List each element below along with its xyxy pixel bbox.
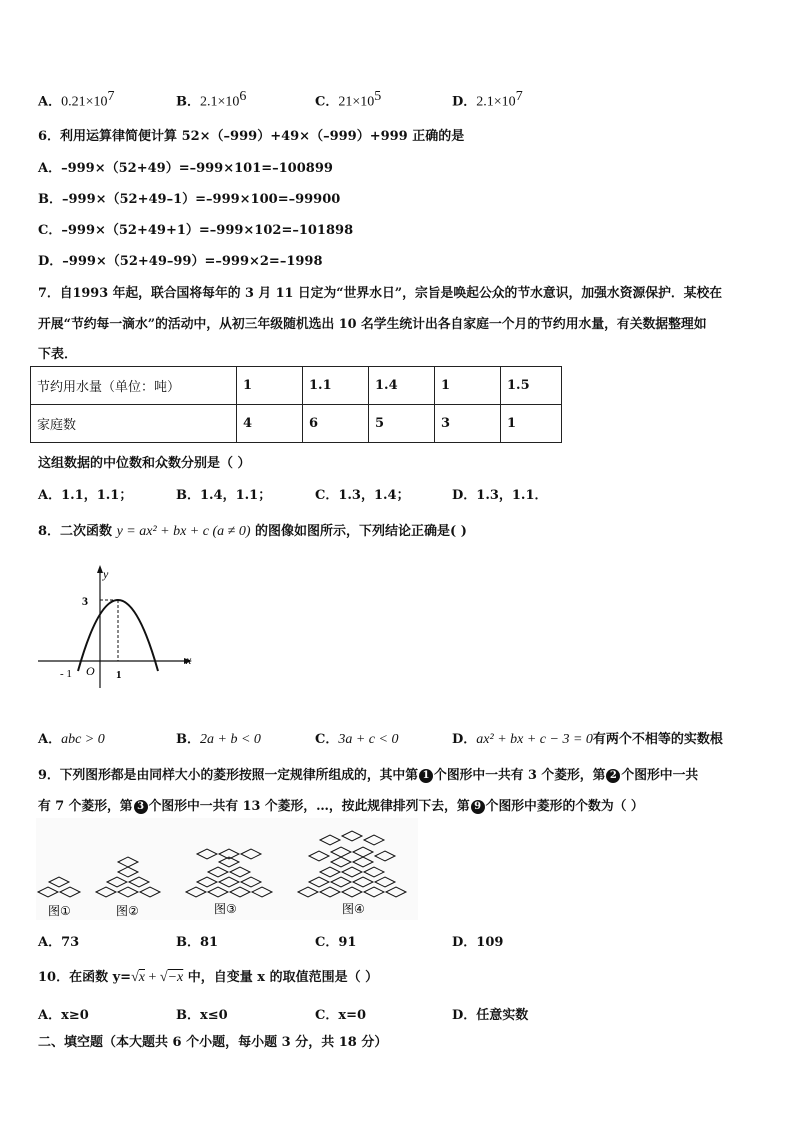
q7-stem-line2: 开展“节约每一滴水”的活动中，从初三年级随机选出 10 名学生统计出各自家庭一个月的节约用水量，有关数据整理如 xyxy=(38,317,707,332)
q5-option-a: A．$0.21\times 10^7$ xyxy=(38,89,115,110)
q8-option-a: A．abc > 0 xyxy=(38,732,105,747)
tick-y-3: 3 xyxy=(82,594,88,608)
circled-number: 9 xyxy=(471,800,485,814)
q8-option-d: D．ax² + bx + c − 3 = 0有两个不相等的实数根 xyxy=(452,732,723,747)
q7-option-d: D．1.3，1.1． xyxy=(452,488,548,503)
table-cell: 1 xyxy=(435,367,501,405)
table-cell: 1.1 xyxy=(303,367,369,405)
q7-stem-line1: 7．自1993 年起，联合国将每年的 3 月 11 日定为“世界水日”，宗旨是唤起公众的节水意识，加强水资源保护．某校在 xyxy=(38,286,723,301)
q8-option-c: C．3a + c < 0 xyxy=(315,732,399,747)
q10-option-c: C．x=0 xyxy=(315,1008,367,1023)
q9-option-a: A．73 xyxy=(38,935,80,950)
table-cell: 1 xyxy=(237,367,303,405)
q9-stem-line2: 有 7 个菱形，第 3 个图形中一共有 13 个菱形，…，按此规律排列下去，第 9 个图形中菱形的个数为（ ） xyxy=(38,799,644,814)
table-cell: 1.4 xyxy=(369,367,435,405)
parabola-graph xyxy=(30,560,200,690)
q9-stem-line1: 9．下列图形都是由同样大小的菱形按照一定规律所组成的，其中第 1 个图形中一共有 3 个菱形，第 2 个图形中一共 xyxy=(38,768,699,783)
q8-formula: y = ax² + bx + c (a ≠ 0) xyxy=(116,524,251,539)
table-cell: 5 xyxy=(369,405,435,443)
water-saving-table xyxy=(30,366,562,443)
table-cell: 1.5 xyxy=(501,367,562,405)
q10-option-a: A．x≥0 xyxy=(38,1008,89,1023)
q5-option-b: B．$2.1\times 10^6$ xyxy=(176,89,247,110)
q7-option-c: C．1.3，1.4； xyxy=(315,488,410,503)
q5-option-c: C．$21\times 10^5$ xyxy=(315,89,382,110)
q6-stem: 6．利用运算律简便计算 52×（–999）+49×（–999）+999 正确的是 xyxy=(38,129,465,144)
tick-x-neg1: - 1 xyxy=(60,668,72,680)
q10-formula: √x + √−x xyxy=(131,970,184,985)
q7-option-a: A．1.1，1.1； xyxy=(38,488,133,503)
table-cell: 1 xyxy=(501,405,562,443)
table-header-cell: 节约用水量（单位：吨） xyxy=(31,367,237,405)
q9-option-b: B．81 xyxy=(176,935,219,950)
q7-question: 这组数据的中位数和众数分别是（ ） xyxy=(38,456,251,471)
q7-stem-line3: 下表． xyxy=(38,347,78,362)
q8-option-b: B．2a + b < 0 xyxy=(176,732,261,747)
figure-label-3: 图③ xyxy=(214,902,237,916)
figure-label-1: 图① xyxy=(48,904,71,918)
figure-label-2: 图② xyxy=(116,904,139,918)
q10-option-d: D．任意实数 xyxy=(452,1008,529,1023)
rhombus-pattern-figure xyxy=(36,818,418,920)
table-cell: 6 xyxy=(303,405,369,443)
q6-option-c: C．–999×（52+49+1）=–999×102=–101898 xyxy=(38,223,354,238)
origin-label: O xyxy=(86,664,95,678)
q10-stem: 10．在函数 y=√x + √−x 中，自变量 x 的取值范围是（ ） xyxy=(38,970,379,985)
q8-stem: 8．二次函数 y = ax² + bx + c (a ≠ 0) 的图像如图所示，下列结论正确是( ) xyxy=(38,524,467,539)
q6-option-a: A．–999×（52+49）=–999×101=–100899 xyxy=(38,161,333,176)
section-2-heading: 二、填空题（本大题共 6 个小题，每小题 3 分，共 18 分） xyxy=(38,1035,388,1050)
table-header-cell: 家庭数 xyxy=(31,405,237,443)
table-row xyxy=(31,367,562,405)
circled-number: 2 xyxy=(606,769,620,783)
table-cell: 4 xyxy=(237,405,303,443)
q10-option-b: B．x≤0 xyxy=(176,1008,228,1023)
q6-option-b: B．–999×（52+49–1）=–999×100=–99900 xyxy=(38,192,341,207)
x-axis-label: x xyxy=(186,653,192,667)
q7-option-b: B．1.4，1.1； xyxy=(176,488,272,503)
circled-number: 3 xyxy=(134,800,148,814)
q5-option-d: D．$2.1\times 10^7$ xyxy=(452,89,523,110)
q9-option-c: C．91 xyxy=(315,935,357,950)
table-cell: 3 xyxy=(435,405,501,443)
circled-number: 1 xyxy=(419,769,433,783)
q6-option-d: D．–999×（52+49–99）=–999×2=–1998 xyxy=(38,254,323,269)
q9-option-d: D．109 xyxy=(452,935,504,950)
table-row xyxy=(31,405,562,443)
tick-x-1: 1 xyxy=(116,669,122,681)
y-axis-label: y xyxy=(103,567,109,581)
figure-label-4: 图④ xyxy=(342,902,365,916)
